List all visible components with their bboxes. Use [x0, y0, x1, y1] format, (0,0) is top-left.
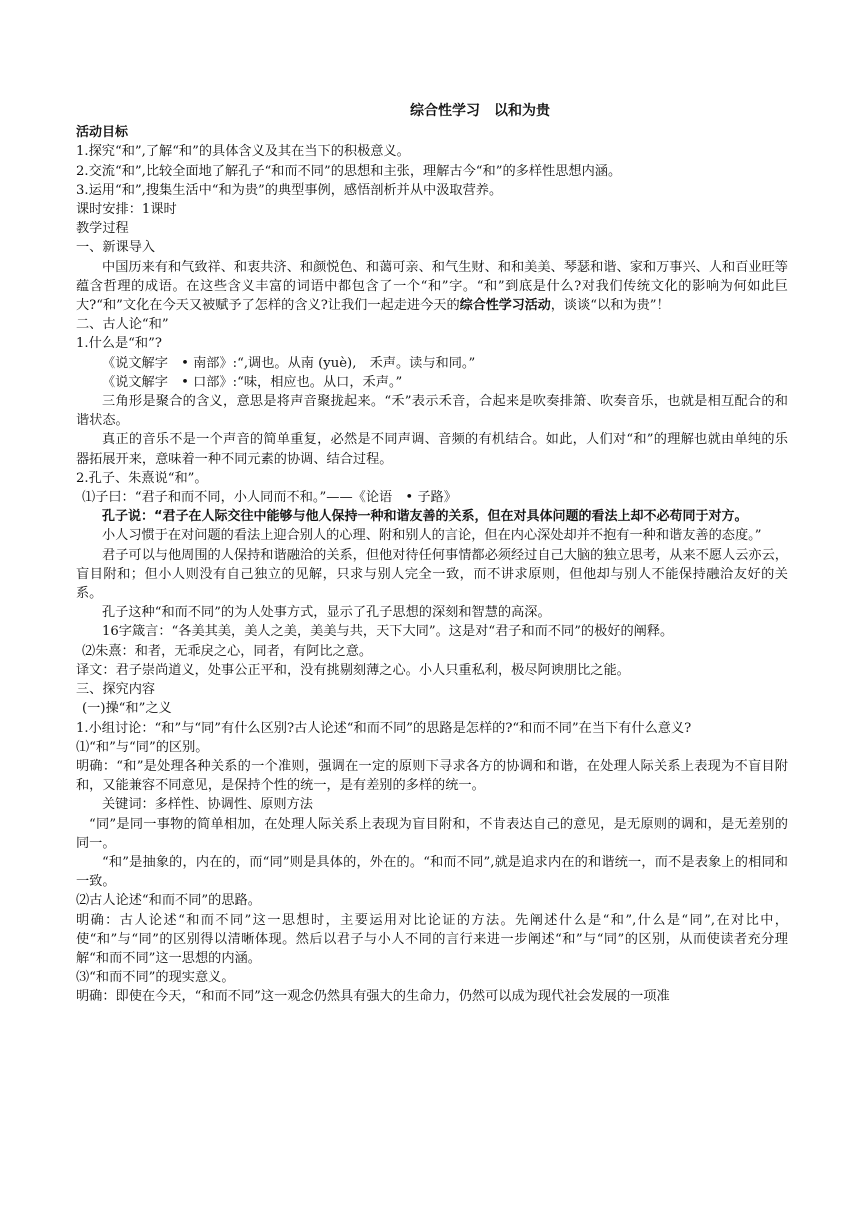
intro-paragraph	[76, 258, 788, 316]
paragraph: 真正的音乐不是一个声音的简单重复，必然是不同声调、音频的有机结合。如此，人们对“和”的理解也就由单纯的乐器拓展开来，意味着一种不同元素的协调、结合过程。	[76, 432, 788, 467]
intro-text: 中国历来有和气致祥、和衷共济、和颜悦色、和蔼可亲、和气生财、和和美美、琴瑟和谐、家和万事兴、人和百业旺等蕴含哲理的成语。在这些含义丰富的词语中都包含了一个“和”字。“和”到底是什么?对我们传统文化的影响为何如此巨大?“和”文化在今天又被赋予了怎样的含义?让我们一起走进今天的	[76, 259, 788, 314]
quote: ⑵朱熹：和者，无乖戾之心，同者，有阿比之意。	[82, 643, 373, 659]
answer-heading: ⑶“和而不同”的现实意义。	[76, 970, 235, 986]
translation: 译文：君子崇尚道义，处事公正平和，没有挑剔刻薄之心。小人只重私利，极尽阿谀朋比之能。	[76, 662, 630, 678]
goal-item: 3.运用“和”,搜集生活中“和为贵”的典型事例，感悟剖析并从中汲取营养。	[76, 182, 503, 198]
answer: 明确：古人论述“和而不同”这一思想时，主要运用对比论证的方法。先阐述什么是“和”,什么是“同”,在对比中，使“和”与“同”的区别得以清晰体现。然后以君子与小人不同的言行来进一步阐述“和”与“同”的区别，从而使读者充分理解“和而不同”这一思想的内涵。	[76, 912, 788, 966]
paragraph: 小人习惯于在对问题的看法上迎合别人的心理、附和别人的言论，但在内心深处却并不抱有一种和谐友善的态度。”	[102, 528, 762, 544]
answer: 明确：“和”是处理各种关系的一个准则，强调在一定的原则下寻求各方的协调和和谐，在处理人际关系上表现为不盲目附和，又能兼容不同意见，是保持个性的统一，是有差别的多样的统一。	[76, 758, 788, 794]
quote: ⑴子曰：“君子和而不同，小人同而不和。”——《论语 • 子路》	[82, 490, 457, 506]
subsection-heading: (一)操“和”之义	[82, 701, 172, 717]
paragraph: 16字箴言：“各美其美，美人之美，美美与共，天下大同”。这是对“君子和而不同”的极好的阐释。	[102, 624, 674, 640]
citation: 《说文解字 • 口部》:“味，相应也。从口，禾声。”	[102, 374, 403, 390]
answer-heading: ⑴“和”与“同”的区别。	[76, 739, 209, 755]
question: 1.什么是“和”?	[76, 336, 162, 352]
paragraph: 三角形是聚合的含义，意思是将声音聚拢起来。“禾”表示禾音，合起来是吹奏排箫、吹奏音乐，也就是相互配合的和谐状态。	[76, 394, 788, 429]
section-heading: 二、古人论“和”	[76, 317, 169, 333]
page-title: 综合性学习 以和为贵	[410, 103, 550, 119]
intro-bold: 综合性学习活动	[459, 298, 551, 314]
question: 2.孔子、朱熹说“和”。	[76, 470, 208, 486]
section-heading: 三、探究内容	[76, 682, 156, 698]
intro-end: ，谈谈“以和为贵”！	[550, 298, 670, 314]
goal-item: 2.交流“和”,比较全面地了解孔子“和而不同”的思想和主张，理解古今“和”的多样性思想内涵。	[76, 163, 622, 179]
process-heading: 教学过程	[76, 221, 129, 237]
goal-heading: 活动目标	[76, 125, 129, 141]
answer-heading: ⑵古人论述“和而不同”的思路。	[76, 893, 261, 909]
citation: 《说文解字 • 南部》:“,调也。从南 (yuè), 禾声。读与和同。”	[102, 355, 476, 371]
confucius-bold: 孔子说：“君子在人际交往中能够与他人保持一种和谐友善的关系，但在对具体问题的看法上却不必苟同于对方。	[102, 509, 748, 525]
paragraph: 君子可以与他周围的人保持和谐融洽的关系，但他对待任何事情都必须经过自己大脑的独立思考，从来不愿人云亦云，盲目附和；但小人则没有自己独立的见解，只求与别人完全一致，而不讲求原则，但他却与别人不能保持融洽友好的关系。	[76, 547, 788, 602]
document-page	[76, 102, 788, 1007]
goal-item: 1.探究“和”,了解“和”的具体含义及其在当下的积极意义。	[76, 144, 410, 160]
section-heading: 一、新课导入	[76, 240, 156, 256]
paragraph: “和”是抽象的，内在的，而“同”则是具体的，外在的。“和而不同”,就是追求内在的和谐统一，而不是表象上的相同和一致。	[76, 854, 788, 890]
keywords: 关键词：多样性、协调性、原则方法	[102, 797, 313, 813]
paragraph: 孔子这种“和而不同”的为人处事方式，显示了孔子思想的深刻和智慧的高深。	[102, 605, 551, 621]
paragraph: “同”是同一事物的简单相加，在处理人际关系上表现为盲目附和，不肯表达自己的意见，是无原则的调和，是无差别的同一。	[76, 816, 788, 851]
schedule: 课时安排：1课时	[76, 202, 177, 218]
question: 1.小组讨论：“和”与“同”有什么区别?古人论述“和而不同”的思路是怎样的?“和而不同”在当下有什么意义?	[76, 720, 692, 736]
answer: 明确：即使在今天，“和而不同”这一观念仍然具有强大的生命力，仍然可以成为现代社会发展的一项准	[76, 989, 670, 1005]
